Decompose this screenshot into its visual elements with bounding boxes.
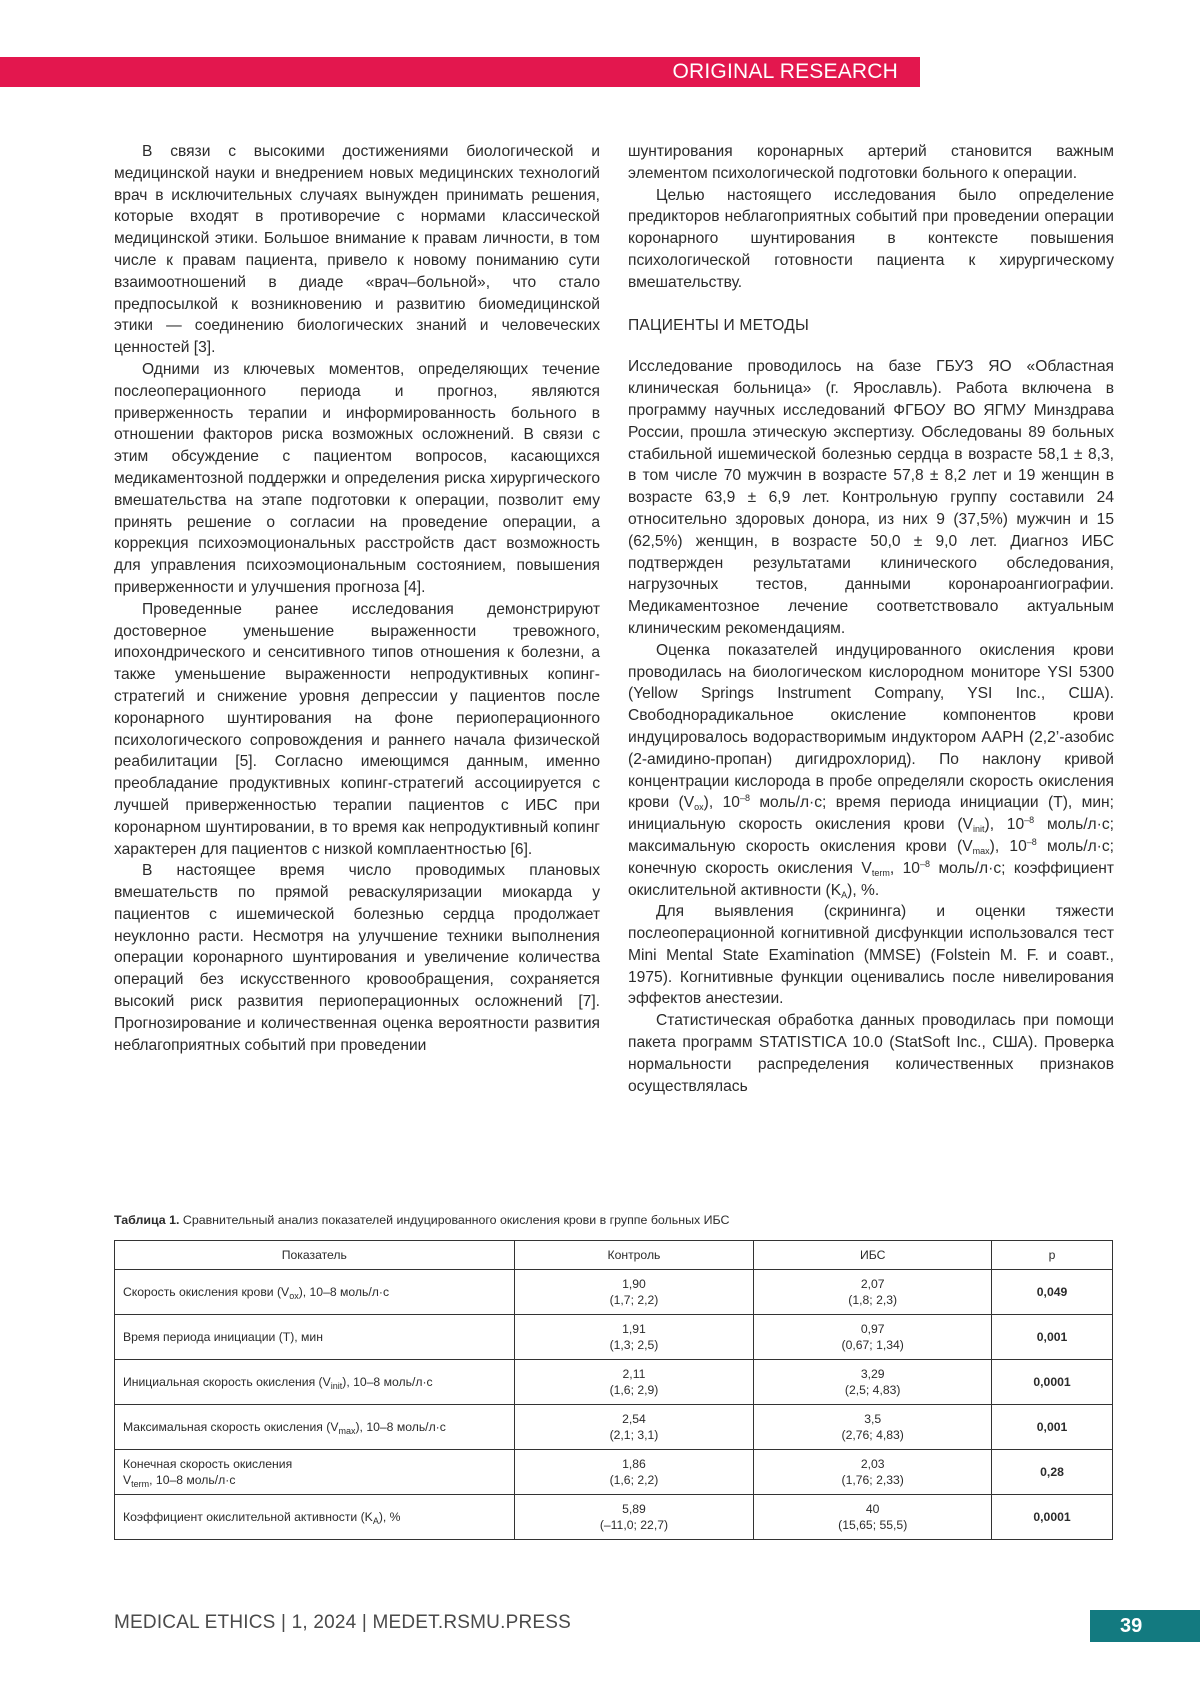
control-cell: 1,90 (1,7; 2,2) [514, 1270, 754, 1315]
p-value-cell: 0,0001 [992, 1495, 1113, 1540]
page-number: 39 [1120, 1615, 1143, 1637]
right-column [628, 141, 1114, 1097]
p-value-cell: 0,28 [992, 1450, 1113, 1495]
table-header-row [115, 1241, 1113, 1270]
control-cell: 5,89 (–11,0; 22,7) [514, 1495, 754, 1540]
table-caption-label: Таблица 1. [114, 1213, 180, 1227]
table-caption-text: Сравнительный анализ показателей индуцированного окисления крови в группе больных ИБС [179, 1213, 730, 1227]
control-cell: 1,91 (1,3; 2,5) [514, 1315, 754, 1360]
paragraph: Исследование проводилось на базе ГБУЗ ЯО «Областная клиническая больница» (г. Ярославль). Работа включена в программу научных исследований ФГБОУ ВО ЯГМУ Минздрава России, прошла этическую экспертизу. Обследованы 89 больных стабильной ишемической болезнью сердца в возрасте 58,1 ± 8,3, в том числе 70 мужчин в возрасте 57,8 ± 8,2 лет и 19 женщин в возрасте 63,9 ± 6,9 лет. Контрольную группу составили 24 относительно здоровых донора, из них 9 (37,5%) мужчин и 15 (62,5%) женщин, в возрасте 50,0 ± 9,0 лет. Диагноз ИБС подтвержден результатами клинического обследования, нагрузочных тестов, данными коронароангиографии. Медикаментозное лечение соответствовало актуальным клиническим рекомендациям. [628, 358, 1114, 637]
column-header: Показатель [115, 1241, 515, 1270]
column-header: Контроль [514, 1241, 754, 1270]
p-value-cell: 0,001 [992, 1315, 1113, 1360]
ibs-cell: 3,29 (2,5; 4,83) [754, 1360, 992, 1405]
table-row [115, 1270, 1113, 1315]
indicator-cell: Конечная скорость окисления $V_{term}$, 10–8 моль/л·с [115, 1450, 515, 1495]
indicator-cell: Максимальная скорость окисления $(V_{max})$, 10–8 моль/л·с [115, 1405, 515, 1450]
p-value-cell: 0,001 [992, 1405, 1113, 1450]
paragraph: Одними из ключевых моментов, определяющих течение послеоперационного периода и прогноз, являются приверженность терапии и информированность больного в отношении факторов риска возможных осложнений. В связи с этим обсуждение с пациентом вопросов, касающихся медикаментозной поддержки и определения риска хирургического вмешательства на этапе подготовки к операции, позволит ему принять решение о согласии на проведение операции, а коррекция психоэмоциональных расстройств даст возможность для управления психоэмоциональным состоянием, повышения приверженности и улучшения прогноза [4]. [114, 360, 600, 596]
table-row [115, 1315, 1113, 1360]
table-row [115, 1360, 1113, 1405]
paragraph: Проведенные ранее исследования демонстрируют достоверное уменьшение выраженности тревожного, ипохондрического и сенситивного типов отношения к болезни, а также уменьшение выраженности непродуктивных копинг-стратегий и снижение уровня депрессии у пациентов после коронарного шунтирования на фоне периоперационного психологического сопровождения и раннего начала физической реабилитации [5]. Согласно имеющимся данным, именно преобладание продуктивных копинг-стратегий ассоциируется с лучшей приверженностью терапии пациентов с ИБС при коронарном шунтировании, в то время как непродуктивный копинг характерен для пациентов с низкой комплаентностью [6]. [114, 600, 600, 858]
section-heading-methods: ПАЦИЕНТЫ И МЕТОДЫ [628, 316, 809, 334]
paragraph: Статистическая обработка данных проводилась при помощи пакета программ STATISTICA 10.0 (StatSoft Inc., США). Проверка нормальности распределения количественных признаков осуществлялась [628, 1012, 1114, 1095]
paragraph: Для выявления (скрининга) и оценки тяжести послеоперационной когнитивной дисфункции использовался тест Mini Mental State Examination (MMSE) (Folstein M. F. и соавт., 1975). Когнитивные функции оценивались после нивелирования эффектов анестезии. [628, 903, 1114, 1008]
ibs-cell: 0,97 (0,67; 1,34) [754, 1315, 992, 1360]
control-cell: 1,86 (1,6; 2,2) [514, 1450, 754, 1495]
page-number-badge [1090, 1610, 1200, 1642]
table-caption [114, 1213, 1114, 1227]
left-column [114, 141, 600, 1056]
indicator-cell: Коэффициент окислительной активности $(K_A)$, % [115, 1495, 515, 1540]
column-header: р [992, 1241, 1113, 1270]
section-header-bar [0, 57, 920, 87]
table-row [115, 1450, 1113, 1495]
control-cell: 2,11 (1,6; 2,9) [514, 1360, 754, 1405]
p-value-cell: 0,0001 [992, 1360, 1113, 1405]
table-row [115, 1495, 1113, 1540]
section-label: ORIGINAL RESEARCH [672, 60, 898, 83]
results-table [114, 1240, 1113, 1540]
paragraph: Целью настоящего исследования было определение предикторов неблагоприятных событий при проведении операции коронарного шунтирования в контексте повышения психологической готовности пациента к хирургическому вмешательству. [628, 186, 1114, 291]
paragraph: В настоящее время число проводимых плановых вмешательств по прямой реваскуляризации миокарда у пациентов с ишемической болезнью сердца продолжает неуклонно расти. Несмотря на улучшение техники выполнения операции коронарного шунтирования и увеличение количества операций без искусственного кровообращения, сохраняется высокий риск развития периоперационных осложнений [7]. Прогнозирование и количественная оценка вероятности развития неблагоприятных событий при проведении [114, 862, 600, 1054]
ibs-cell: 3,5 (2,76; 4,83) [754, 1405, 992, 1450]
indicator-cell: Инициальная скорость окисления $(V_{init})$, 10–8 моль/л·с [115, 1360, 515, 1405]
column-header: ИБС [754, 1241, 992, 1270]
ibs-cell: 2,07 (1,8; 2,3) [754, 1270, 992, 1315]
journal-footer: MEDICAL ETHICS | 1, 2024 | MEDET.RSMU.PRESS [114, 1612, 571, 1633]
ibs-cell: 40 (15,65; 55,5) [754, 1495, 992, 1540]
p-value-cell: 0,049 [992, 1270, 1113, 1315]
ibs-cell: 2,03 (1,76; 2,33) [754, 1450, 992, 1495]
indicator-cell: Время периода инициации (T), мин [115, 1315, 515, 1360]
paragraph: шунтирования коронарных артерий становится важным элементом психологической подготовки больного к операции. [628, 143, 1114, 182]
table-row [115, 1405, 1113, 1450]
paragraph: Оценка показателей индуцированного окисления крови проводилась на биологическом кислородном мониторе YSI 5300 (Yellow Springs Instrument Company, YSI Inc., США). Свободнорадикальное окисление компонентов крови индуцировалось водорастворимым индуктором AAPH (2,2’-азобис (2-амидино-пропан) дигидрохлорид). По наклону кривой концентрации кислорода в пробе определяли скорость окисления крови $(V_{ox})$, $10^{-8}$ моль/л·с; время периода инициации (Т), мин; инициальную скорость окисления крови $(V_{init})$, $10^{-8}$ моль/л·с; максимальную скорость окисления крови $(V_{max})$, $10^{-8}$ моль/л·с; конечную скорость окисления $V_{term}$, $10^{-8}$ моль/л·с; коэффициент окислительной активности $(K_A)$, %. [628, 641, 1115, 900]
control-cell: 2,54 (2,1; 3,1) [514, 1405, 754, 1450]
indicator-cell: Скорость окисления крови $(V_{ox})$, 10–8 моль/л·с [115, 1270, 515, 1315]
paragraph: В связи с высокими достижениями биологической и медицинской науки и внедрением новых медицинских технологий врач в исключительных случаях вынужден принимать решения, которые входят в противоречие с нормами классической медицинской этики. Большое внимание к правам личности, в том числе к правам пациента, привело к новому пониманию сути взаимоотношений в диаде «врач–больной», что стало предпосылкой к возникновению и развитию биомедицинской этики — соединению биологических знаний и человеческих ценностей [3]. [114, 143, 600, 357]
